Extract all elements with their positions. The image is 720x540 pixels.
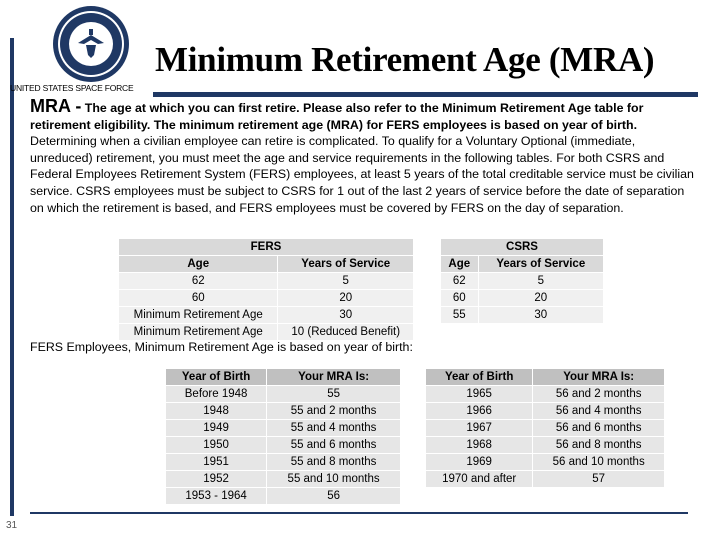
- csrs-service: 5: [478, 273, 603, 290]
- birth-year: 1970 and after: [426, 471, 533, 488]
- fers-age: Minimum Retirement Age: [119, 324, 278, 341]
- csrs-header-age: Age: [441, 256, 479, 273]
- department-seal-icon: [52, 5, 130, 83]
- table-row: [441, 307, 604, 324]
- fers-service: 20: [278, 290, 414, 307]
- mra-right-header-year: Year of Birth: [426, 369, 533, 386]
- table-row: [166, 386, 401, 403]
- mra-value: 56 and 10 months: [533, 454, 665, 471]
- fers-age: 62: [119, 273, 278, 290]
- birth-year: 1950: [166, 437, 267, 454]
- intro-bold-text: The age at which you can first retire. Please also refer to the Minimum Retirement Age table for retirement eligibility. The minimum retirement age (MRA) for FERS employees is based on year of birth.: [30, 101, 644, 132]
- csrs-service: 30: [478, 307, 603, 324]
- mra-value: 56 and 2 months: [533, 386, 665, 403]
- birth-year: 1968: [426, 437, 533, 454]
- left-accent-rule: [10, 38, 14, 516]
- table-row: [166, 420, 401, 437]
- csrs-caption: CSRS: [441, 239, 604, 256]
- mra-value: 56 and 4 months: [533, 403, 665, 420]
- table-row: [426, 437, 665, 454]
- birth-year: 1948: [166, 403, 267, 420]
- mra-left-header-mra: Your MRA Is:: [267, 369, 401, 386]
- birth-year: 1969: [426, 454, 533, 471]
- birth-year: 1966: [426, 403, 533, 420]
- birth-year: 1953 - 1964: [166, 488, 267, 505]
- birth-year: 1949: [166, 420, 267, 437]
- table-row: [166, 403, 401, 420]
- table-row: [166, 471, 401, 488]
- mra-table-left: [165, 368, 401, 505]
- page-title: Minimum Retirement Age (MRA): [155, 40, 655, 79]
- fers-service: 30: [278, 307, 414, 324]
- table-row: [441, 273, 604, 290]
- table-row: [166, 437, 401, 454]
- mra-value: 55 and 4 months: [267, 420, 401, 437]
- mra-caption: FERS Employees, Minimum Retirement Age is based on year of birth:: [30, 340, 413, 354]
- fers-table: [118, 238, 414, 341]
- table-row: [119, 307, 414, 324]
- mra-value: 56: [267, 488, 401, 505]
- mra-right-wrapper: [425, 368, 665, 488]
- mra-value: 56 and 8 months: [533, 437, 665, 454]
- table-row: [426, 454, 665, 471]
- org-name: UNITED STATES SPACE FORCE: [10, 83, 134, 93]
- table-row: [426, 420, 665, 437]
- birth-year: 1951: [166, 454, 267, 471]
- fers-header-service: Years of Service: [278, 256, 414, 273]
- birth-year: 1965: [426, 386, 533, 403]
- mra-value: 55 and 2 months: [267, 403, 401, 420]
- fers-age: 60: [119, 290, 278, 307]
- table-row: [166, 488, 401, 505]
- birth-year: 1967: [426, 420, 533, 437]
- intro-paragraph: [30, 98, 698, 216]
- birth-year: Before 1948: [166, 386, 267, 403]
- intro-text: Determining when a civilian employee can retire is complicated. To qualify for a Voluntary Optional (immediate, unreduced) retirement, you must meet the age and service requirements in the following tables. For both CSRS and Federal Employees Retirement System (FERS) employees, at least 5 years of the total creditable service must be civilian service. CSRS employees must be subject to CSRS for 1 out of the last 2 years of service before the date of separation on which the retirement is based, and FERS employees must be covered by FERS on the day of separation.: [30, 134, 694, 215]
- mra-value: 55 and 8 months: [267, 454, 401, 471]
- csrs-header-service: Years of Service: [478, 256, 603, 273]
- mra-value: 55 and 10 months: [267, 471, 401, 488]
- table-row: [119, 290, 414, 307]
- title-underline: [153, 92, 698, 97]
- fers-age: Minimum Retirement Age: [119, 307, 278, 324]
- table-row: [426, 471, 665, 488]
- mra-table-right: [425, 368, 665, 488]
- table-row: [426, 386, 665, 403]
- table-row: [426, 403, 665, 420]
- mra-value: 56 and 6 months: [533, 420, 665, 437]
- mra-left-wrapper: [165, 368, 401, 505]
- fers-service: 10 (Reduced Benefit): [278, 324, 414, 341]
- csrs-age: 55: [441, 307, 479, 324]
- csrs-service: 20: [478, 290, 603, 307]
- footer-rule: [30, 512, 688, 514]
- mra-right-header-mra: Your MRA Is:: [533, 369, 665, 386]
- mra-value: 57: [533, 471, 665, 488]
- mra-value: 55 and 6 months: [267, 437, 401, 454]
- table-row: [119, 324, 414, 341]
- intro-lead: MRA -: [30, 96, 82, 116]
- birth-year: 1952: [166, 471, 267, 488]
- csrs-age: 62: [441, 273, 479, 290]
- fers-header-age: Age: [119, 256, 278, 273]
- table-row: [119, 273, 414, 290]
- table-row: [166, 454, 401, 471]
- csrs-table: [440, 238, 604, 324]
- csrs-age: 60: [441, 290, 479, 307]
- mra-left-header-year: Year of Birth: [166, 369, 267, 386]
- mra-value: 55: [267, 386, 401, 403]
- fers-service: 5: [278, 273, 414, 290]
- page-number: 31: [6, 520, 18, 531]
- table-row: [441, 290, 604, 307]
- fers-caption: FERS: [119, 239, 414, 256]
